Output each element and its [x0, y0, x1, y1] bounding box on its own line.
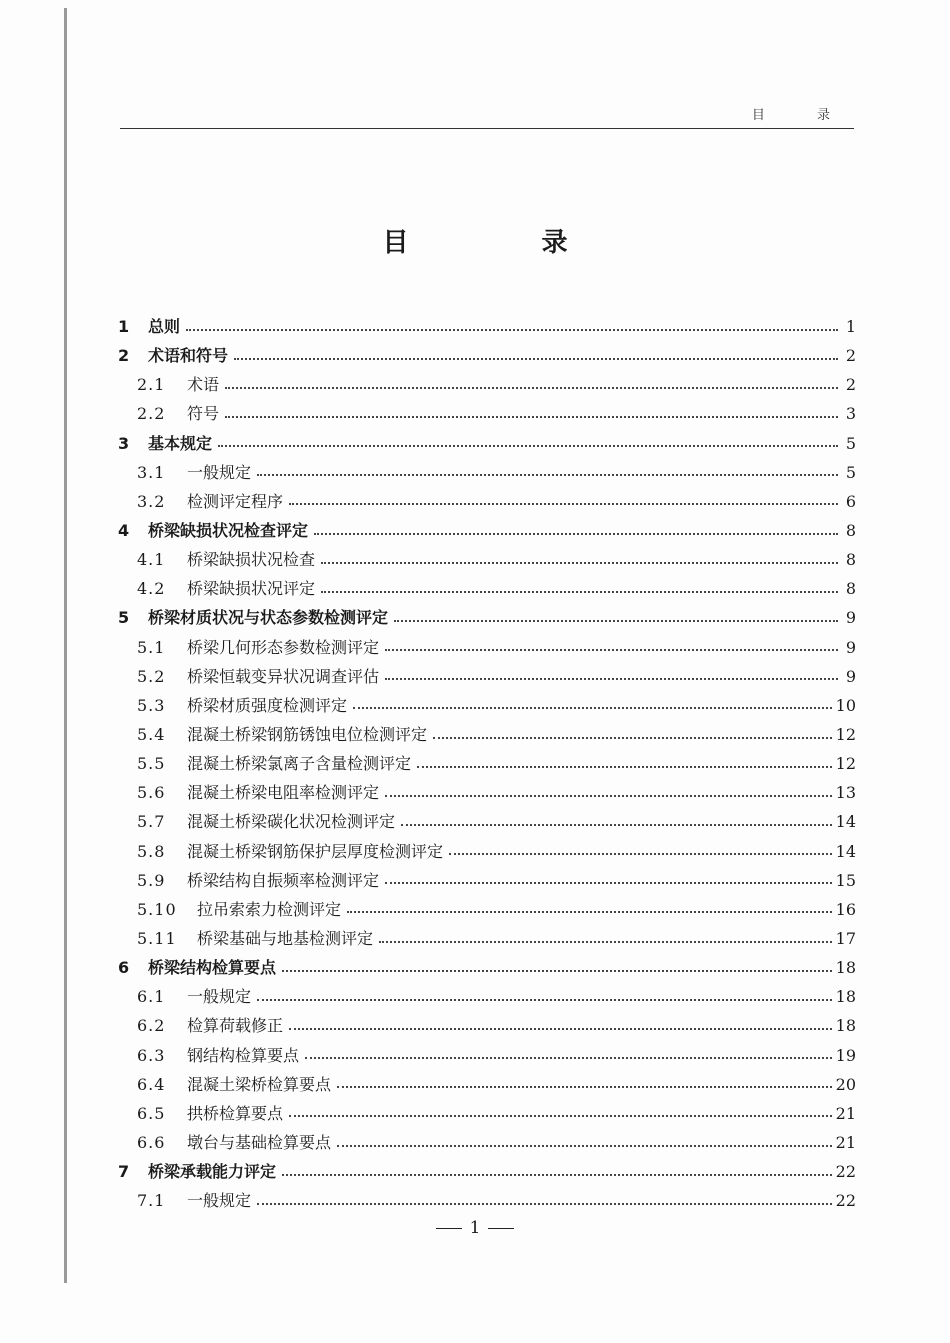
toc-entry-title: 桥梁结构自振频率检测评定 — [187, 870, 380, 890]
toc-entry-page: 8 — [845, 550, 856, 570]
toc-entry-number: 5.10 — [137, 899, 177, 919]
toc-entry-number: 5.4 — [137, 724, 166, 744]
toc-entry-page: 14 — [835, 841, 856, 861]
toc-entry-page: 9 — [845, 608, 856, 628]
toc-section-entry[interactable] — [118, 837, 856, 866]
page-number — [0, 1218, 950, 1238]
toc-entry-page: 18 — [835, 958, 856, 978]
toc-leader-dots — [257, 464, 838, 476]
folio-dash-right — [488, 1228, 514, 1229]
toc-entry-number: 5.7 — [137, 812, 166, 832]
toc-entry-number: 5.6 — [137, 783, 166, 803]
table-of-contents — [118, 312, 856, 1215]
toc-entry-number: 2.2 — [137, 404, 166, 424]
toc-leader-dots — [282, 1164, 832, 1176]
toc-entry-number: 2 — [118, 346, 130, 366]
toc-section-entry[interactable] — [118, 399, 856, 428]
toc-leader-dots — [289, 493, 838, 505]
toc-entry-title: 一般规定 — [187, 987, 252, 1007]
toc-entry-title: 混凝土梁桥检算要点 — [187, 1074, 332, 1094]
toc-section-entry[interactable] — [118, 778, 856, 807]
toc-chapter-entry[interactable] — [118, 429, 856, 458]
toc-entry-title: 拱桥检算要点 — [187, 1103, 284, 1123]
toc-section-entry[interactable] — [118, 807, 856, 836]
toc-entry-title: 桥梁缺损状况检查 — [187, 550, 316, 570]
toc-entry-title: 混凝土桥梁电阻率检测评定 — [187, 783, 380, 803]
toc-entry-title: 桥梁材质状况与状态参数检测评定 — [148, 608, 389, 628]
toc-section-entry[interactable] — [118, 1186, 856, 1215]
toc-entry-title: 一般规定 — [187, 1191, 252, 1211]
toc-entry-title: 桥梁恒载变异状况调查评估 — [187, 666, 380, 686]
toc-entry-number: 3.1 — [137, 462, 166, 482]
toc-entry-number: 5.9 — [137, 870, 166, 890]
toc-entry-number: 3 — [118, 433, 130, 453]
toc-entry-page: 16 — [835, 899, 856, 919]
toc-entry-number: 5.5 — [137, 754, 166, 774]
toc-entry-number: 6.1 — [137, 987, 166, 1007]
toc-entry-number: 2.1 — [137, 375, 166, 395]
toc-entry-title: 桥梁材质强度检测评定 — [187, 695, 348, 715]
toc-entry-page: 20 — [835, 1074, 856, 1094]
toc-section-entry[interactable] — [118, 1041, 856, 1070]
toc-entry-number: 7 — [118, 1162, 130, 1182]
toc-section-entry[interactable] — [118, 633, 856, 662]
toc-entry-number: 5.11 — [137, 928, 177, 948]
toc-entry-number: 6.5 — [137, 1103, 166, 1123]
toc-entry-page: 2 — [845, 375, 856, 395]
toc-chapter-entry[interactable] — [118, 341, 856, 370]
toc-entry-number: 4 — [118, 520, 130, 540]
toc-entry-page: 12 — [835, 754, 856, 774]
toc-entry-number: 5.8 — [137, 841, 166, 861]
toc-section-entry[interactable] — [118, 749, 856, 778]
toc-entry-page: 9 — [845, 666, 856, 686]
toc-leader-dots — [337, 1076, 832, 1088]
toc-leader-dots — [282, 960, 832, 972]
toc-chapter-entry[interactable] — [118, 1157, 856, 1186]
toc-section-entry[interactable] — [118, 720, 856, 749]
toc-entry-title: 桥梁基础与地基检测评定 — [197, 928, 374, 948]
toc-entry-title: 桥梁几何形态参数检测评定 — [187, 637, 380, 657]
toc-entry-title: 混凝土桥梁钢筋锈蚀电位检测评定 — [187, 724, 428, 744]
toc-entry-page: 14 — [835, 812, 856, 832]
toc-section-entry[interactable] — [118, 924, 856, 953]
toc-leader-dots — [305, 1047, 832, 1059]
toc-leader-dots — [186, 319, 838, 331]
binding-edge — [64, 8, 67, 1283]
toc-entry-number: 5.1 — [137, 637, 166, 657]
toc-entry-page: 21 — [835, 1132, 856, 1152]
toc-leader-dots — [321, 581, 838, 593]
toc-section-entry[interactable] — [118, 982, 856, 1011]
toc-section-entry[interactable] — [118, 662, 856, 691]
toc-leader-dots — [289, 1105, 832, 1117]
toc-entry-title: 桥梁缺损状况评定 — [187, 579, 316, 599]
running-head: 目 录 — [751, 108, 854, 123]
toc-entry-number: 5 — [118, 608, 130, 628]
toc-leader-dots — [314, 523, 838, 535]
toc-entry-page: 5 — [845, 433, 856, 453]
toc-entry-title: 混凝土桥梁钢筋保护层厚度检测评定 — [187, 841, 444, 861]
toc-leader-dots — [225, 377, 838, 389]
toc-entry-number: 4.1 — [137, 550, 166, 570]
toc-entry-title: 桥梁结构检算要点 — [148, 958, 277, 978]
toc-entry-page: 9 — [845, 637, 856, 657]
toc-section-entry[interactable] — [118, 370, 856, 399]
toc-entry-page: 18 — [835, 987, 856, 1007]
toc-leader-dots — [433, 727, 832, 739]
page-number-value: 1 — [469, 1218, 481, 1238]
toc-leader-dots — [321, 552, 838, 564]
toc-entry-title: 拉吊索索力检测评定 — [197, 899, 342, 919]
toc-entry-title: 桥梁承载能力评定 — [148, 1162, 277, 1182]
toc-entry-number: 5.2 — [137, 666, 166, 686]
toc-leader-dots — [401, 814, 832, 826]
toc-entry-page: 15 — [835, 870, 856, 890]
header-rule — [120, 128, 854, 129]
toc-entry-page: 2 — [845, 346, 856, 366]
toc-leader-dots — [257, 1193, 832, 1205]
toc-leader-dots — [337, 1135, 832, 1147]
toc-entry-page: 3 — [845, 404, 856, 424]
toc-section-entry[interactable] — [118, 691, 856, 720]
toc-leader-dots — [385, 639, 838, 651]
toc-leader-dots — [385, 785, 832, 797]
toc-leader-dots — [234, 348, 838, 360]
toc-section-entry[interactable] — [118, 1099, 856, 1128]
toc-leader-dots — [289, 1018, 832, 1030]
toc-entry-title: 总则 — [148, 317, 181, 336]
toc-entry-number: 4.2 — [137, 579, 166, 599]
toc-entry-title: 墩台与基础检算要点 — [187, 1132, 332, 1152]
toc-entry-number: 6.6 — [137, 1132, 166, 1152]
toc-section-entry[interactable] — [118, 1128, 856, 1157]
toc-entry-page: 18 — [835, 1016, 856, 1036]
toc-entry-title: 检算荷载修正 — [187, 1016, 284, 1036]
toc-leader-dots — [394, 610, 838, 622]
toc-leader-dots — [347, 901, 832, 913]
toc-entry-title: 术语和符号 — [148, 346, 229, 366]
toc-entry-page: 10 — [835, 695, 856, 715]
toc-leader-dots — [385, 668, 838, 680]
toc-leader-dots — [218, 435, 838, 447]
toc-entry-title: 混凝土桥梁碳化状况检测评定 — [187, 812, 396, 832]
toc-leader-dots — [385, 872, 832, 884]
toc-entry-title: 术语 — [187, 375, 220, 395]
page-title: 目 录 — [382, 228, 630, 258]
toc-section-entry[interactable] — [118, 1011, 856, 1040]
toc-entry-page: 8 — [845, 520, 856, 540]
toc-entry-page: 13 — [835, 783, 856, 803]
toc-section-entry[interactable] — [118, 487, 856, 516]
toc-leader-dots — [225, 406, 838, 418]
toc-entry-number: 6.3 — [137, 1045, 166, 1065]
toc-section-entry[interactable] — [118, 1070, 856, 1099]
toc-section-entry[interactable] — [118, 545, 856, 574]
toc-chapter-entry[interactable] — [118, 953, 856, 982]
toc-leader-dots — [379, 931, 832, 943]
toc-section-entry[interactable] — [118, 574, 856, 603]
toc-entry-page: 22 — [835, 1162, 856, 1182]
toc-entry-title: 钢结构检算要点 — [187, 1045, 300, 1065]
toc-entry-title: 符号 — [187, 404, 220, 424]
toc-entry-page: 12 — [835, 724, 856, 744]
toc-entry-page: 1 — [845, 317, 856, 336]
toc-entry-number: 1 — [118, 317, 130, 336]
toc-entry-page: 17 — [835, 928, 856, 948]
toc-chapter-entry[interactable] — [118, 312, 856, 341]
toc-section-entry[interactable] — [118, 895, 856, 924]
toc-leader-dots — [257, 989, 832, 1001]
toc-chapter-entry[interactable] — [118, 603, 856, 632]
toc-entry-title: 桥梁缺损状况检查评定 — [148, 520, 309, 540]
toc-section-entry[interactable] — [118, 866, 856, 895]
toc-entry-page: 22 — [835, 1191, 856, 1211]
toc-entry-page: 19 — [835, 1045, 856, 1065]
toc-entry-page: 21 — [835, 1103, 856, 1123]
toc-leader-dots — [449, 843, 832, 855]
toc-entry-number: 6.4 — [137, 1074, 166, 1094]
toc-entry-number: 6 — [118, 958, 130, 978]
toc-entry-number: 3.2 — [137, 491, 166, 511]
toc-leader-dots — [417, 756, 832, 768]
folio-dash-left — [436, 1228, 462, 1229]
toc-entry-page: 6 — [845, 491, 856, 511]
toc-entry-title: 一般规定 — [187, 462, 252, 482]
toc-leader-dots — [353, 697, 832, 709]
toc-chapter-entry[interactable] — [118, 516, 856, 545]
toc-entry-page: 8 — [845, 579, 856, 599]
toc-entry-title: 混凝土桥梁氯离子含量检测评定 — [187, 754, 412, 774]
toc-entry-page: 5 — [845, 462, 856, 482]
toc-entry-number: 7.1 — [137, 1191, 166, 1211]
toc-entry-title: 基本规定 — [148, 433, 213, 453]
toc-entry-number: 6.2 — [137, 1016, 166, 1036]
toc-entry-title: 检测评定程序 — [187, 491, 284, 511]
toc-section-entry[interactable] — [118, 458, 856, 487]
toc-entry-number: 5.3 — [137, 695, 166, 715]
